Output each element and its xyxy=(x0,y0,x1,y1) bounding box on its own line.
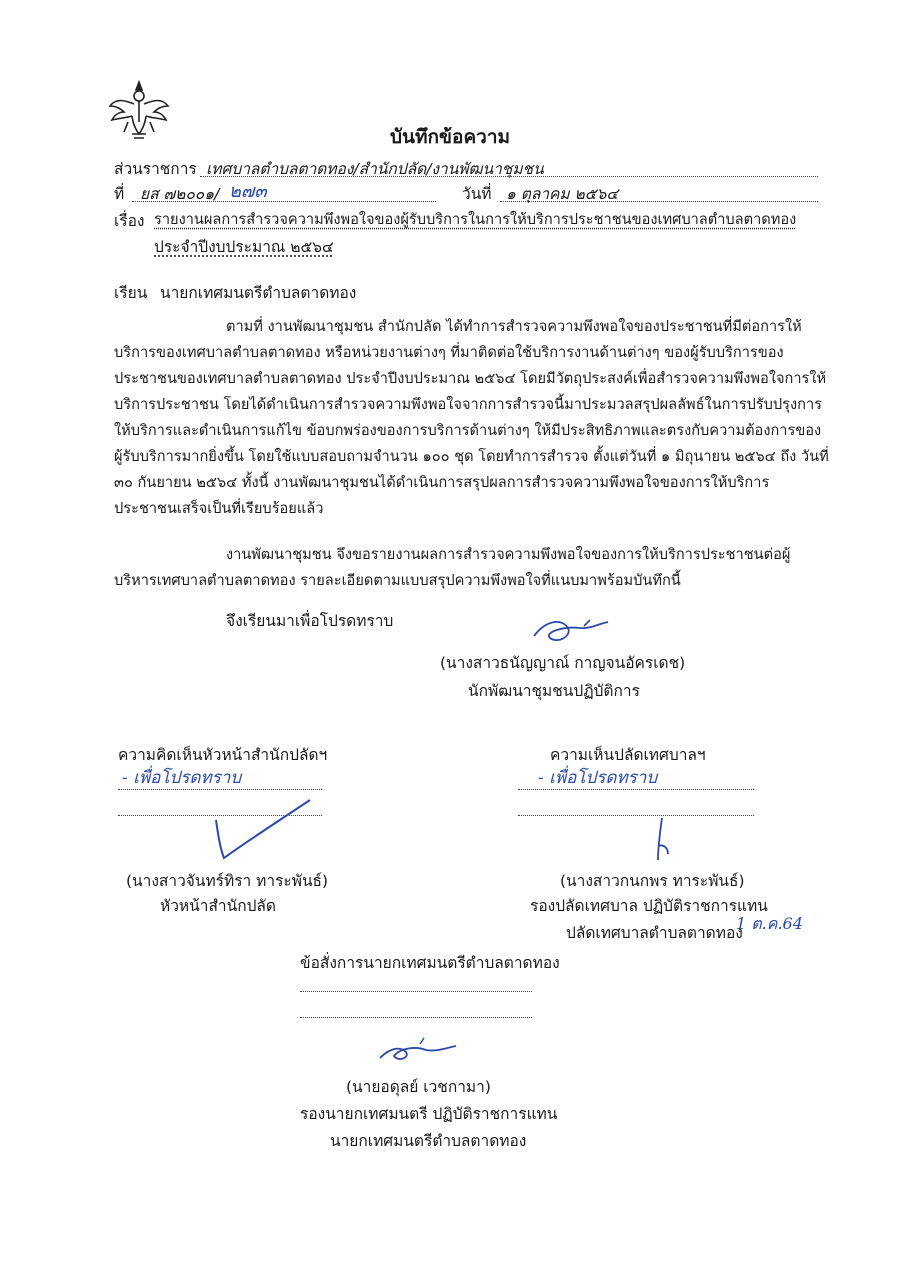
body-paragraph-2 xyxy=(114,542,830,594)
body-paragraph-1-text: ตามที่ งานพัฒนาชุมชน สำนักปลัด ได้ทำการสำรวจความพึงพอใจของประชาชนที่มีต่อการให้บริการของเทศบาลตำบลตาดทอง หรือหน่วยงานต่างๆ ที่มาติดต่อใช้บริการงานด้านต่างๆ ของผู้รับบริการของประชาชนของเทศบาลตำบลตาดทอง ประจำปีงบประมาณ ๒๕๖๔ โดยมีวัตถุประสงค์เพื่อสำรวจความพึงพอใจการให้บริการประชาชน โดยได้ดำเนินการสำรวจความพึงพอใจจากการสำรวจนี้มาประมวลสรุปผลลัพธ์ในการปรับปรุงการให้บริการและดำเนินการแก้ไข ข้อบกพร่องของการบริการด้านต่างๆ ให้มีประสิทธิภาพและตรงกับความต้องการของผู้รับบริการมากยิ่งขึ้น โดยใช้แบบสอบถามจำนวน ๑๐๐ ชุด โดยทำการสำรวจ ตั้งแต่วันที่ ๑ มิถุนายน ๒๕๖๔ ถึง วันที่ ๓๐ กันยายน ๒๕๖๔ ทั้งนี้ งานพัฒนาชุมชนได้ดำเนินการสรุปผลการสำรวจความพึงพอใจของการให้บริการประชาชนเสร็จเป็นที่เรียบร้อยแล้ว xyxy=(114,318,829,517)
to-value: นายกเทศมนตรีตำบลตาดทอง xyxy=(160,284,357,302)
right-opinion-dots-1 xyxy=(518,789,754,790)
department-dots xyxy=(200,176,818,177)
order-position-1: รองนายกเทศมนตรี ปฏิบัติราชการแทน xyxy=(300,1105,558,1123)
right-opinion-position-2: ปลัดเทศบาลตำบลตาดทอง xyxy=(566,924,743,942)
subject-label: เรื่อง xyxy=(114,212,145,230)
date-label: วันที่ xyxy=(462,185,492,203)
right-opinion-handwritten-date: 1 ต.ค.64 xyxy=(736,914,803,933)
author-name: (นางสาวธนัญญาณ์ กาญจนอัครเดช) xyxy=(440,654,686,672)
subject-line-1: รายงานผลการสำรวจความพึงพอใจของผู้รับบริการในการให้บริการประชาชนของเทศบาลตำบลตาดทอง xyxy=(154,211,797,228)
body-paragraph-1 xyxy=(114,314,830,522)
ref-value: ยส ๗๒๐๐๑/ xyxy=(140,185,220,203)
memo-title: บันทึกข้อความ xyxy=(389,126,511,148)
ref-handwritten: ๒๗๓ xyxy=(229,181,267,202)
right-opinion-handwritten: - เพื่อโปรดทราบ xyxy=(538,768,658,788)
author-signature xyxy=(528,614,614,648)
right-opinion-name: (นางสาวกนกพร ทาระพันธ์) xyxy=(560,872,745,890)
date-value: ๑ ตุลาคม ๒๕๖๔ xyxy=(506,185,619,203)
body-paragraph-2-text: งานพัฒนาชุมชน จึงขอรายงานผลการสำรวจความพึงพอใจของการให้บริการประชาชนต่อผู้บริหารเทศบาลตำบลตาดทอง รายละเอียดตามแบบสรุปความพึงพอใจที่แนบมาพร้อมบันทึกนี้ xyxy=(114,546,791,589)
department-label: ส่วนราชการ xyxy=(114,160,197,178)
closing-text: จึงเรียนมาเพื่อโปรดทราบ xyxy=(226,612,394,630)
right-opinion-position-1: รองปลัดเทศบาล ปฏิบัติราชการแทน xyxy=(530,897,768,915)
to-label: เรียน xyxy=(114,284,148,302)
order-dots-2 xyxy=(300,1017,532,1018)
order-dots-1 xyxy=(300,991,532,992)
left-opinion-dots-1 xyxy=(118,789,322,790)
left-opinion-handwritten: - เพื่อโปรดทราบ xyxy=(122,768,242,788)
author-position: นักพัฒนาชุมชนปฏิบัติการ xyxy=(468,682,640,700)
ref-label: ที่ xyxy=(114,185,125,203)
department-value: เทศบาลตำบลตาดทอง/สำนักปลัด/งานพัฒนาชุมชน xyxy=(206,160,544,178)
right-opinion-heading: ความเห็นปลัดเทศบาลฯ xyxy=(550,746,706,764)
left-opinion-heading: ความคิดเห็นหัวหน้าสำนักปลัดฯ xyxy=(118,746,328,764)
left-opinion-position: หัวหน้าสำนักปลัด xyxy=(160,897,276,915)
ref-dots xyxy=(132,201,436,202)
order-signature xyxy=(376,1036,460,1066)
right-opinion-dots-2 xyxy=(518,815,754,816)
right-opinion-signature xyxy=(650,816,674,864)
order-position-2: นายกเทศมนตรีตำบลตาดทอง xyxy=(330,1132,527,1150)
date-dots xyxy=(500,201,818,202)
left-opinion-name: (นางสาวจันทร์ทิรา ทาระพันธ์) xyxy=(126,872,329,890)
subject-line-2: ประจำปีงบประมาณ ๒๕๖๔ xyxy=(154,238,334,256)
order-name: (นายอดุลย์ เวชกามา) xyxy=(346,1078,491,1096)
order-heading: ข้อสั่งการนายกเทศมนตรีตำบลตาดทอง xyxy=(300,954,560,972)
left-opinion-signature xyxy=(206,798,318,864)
